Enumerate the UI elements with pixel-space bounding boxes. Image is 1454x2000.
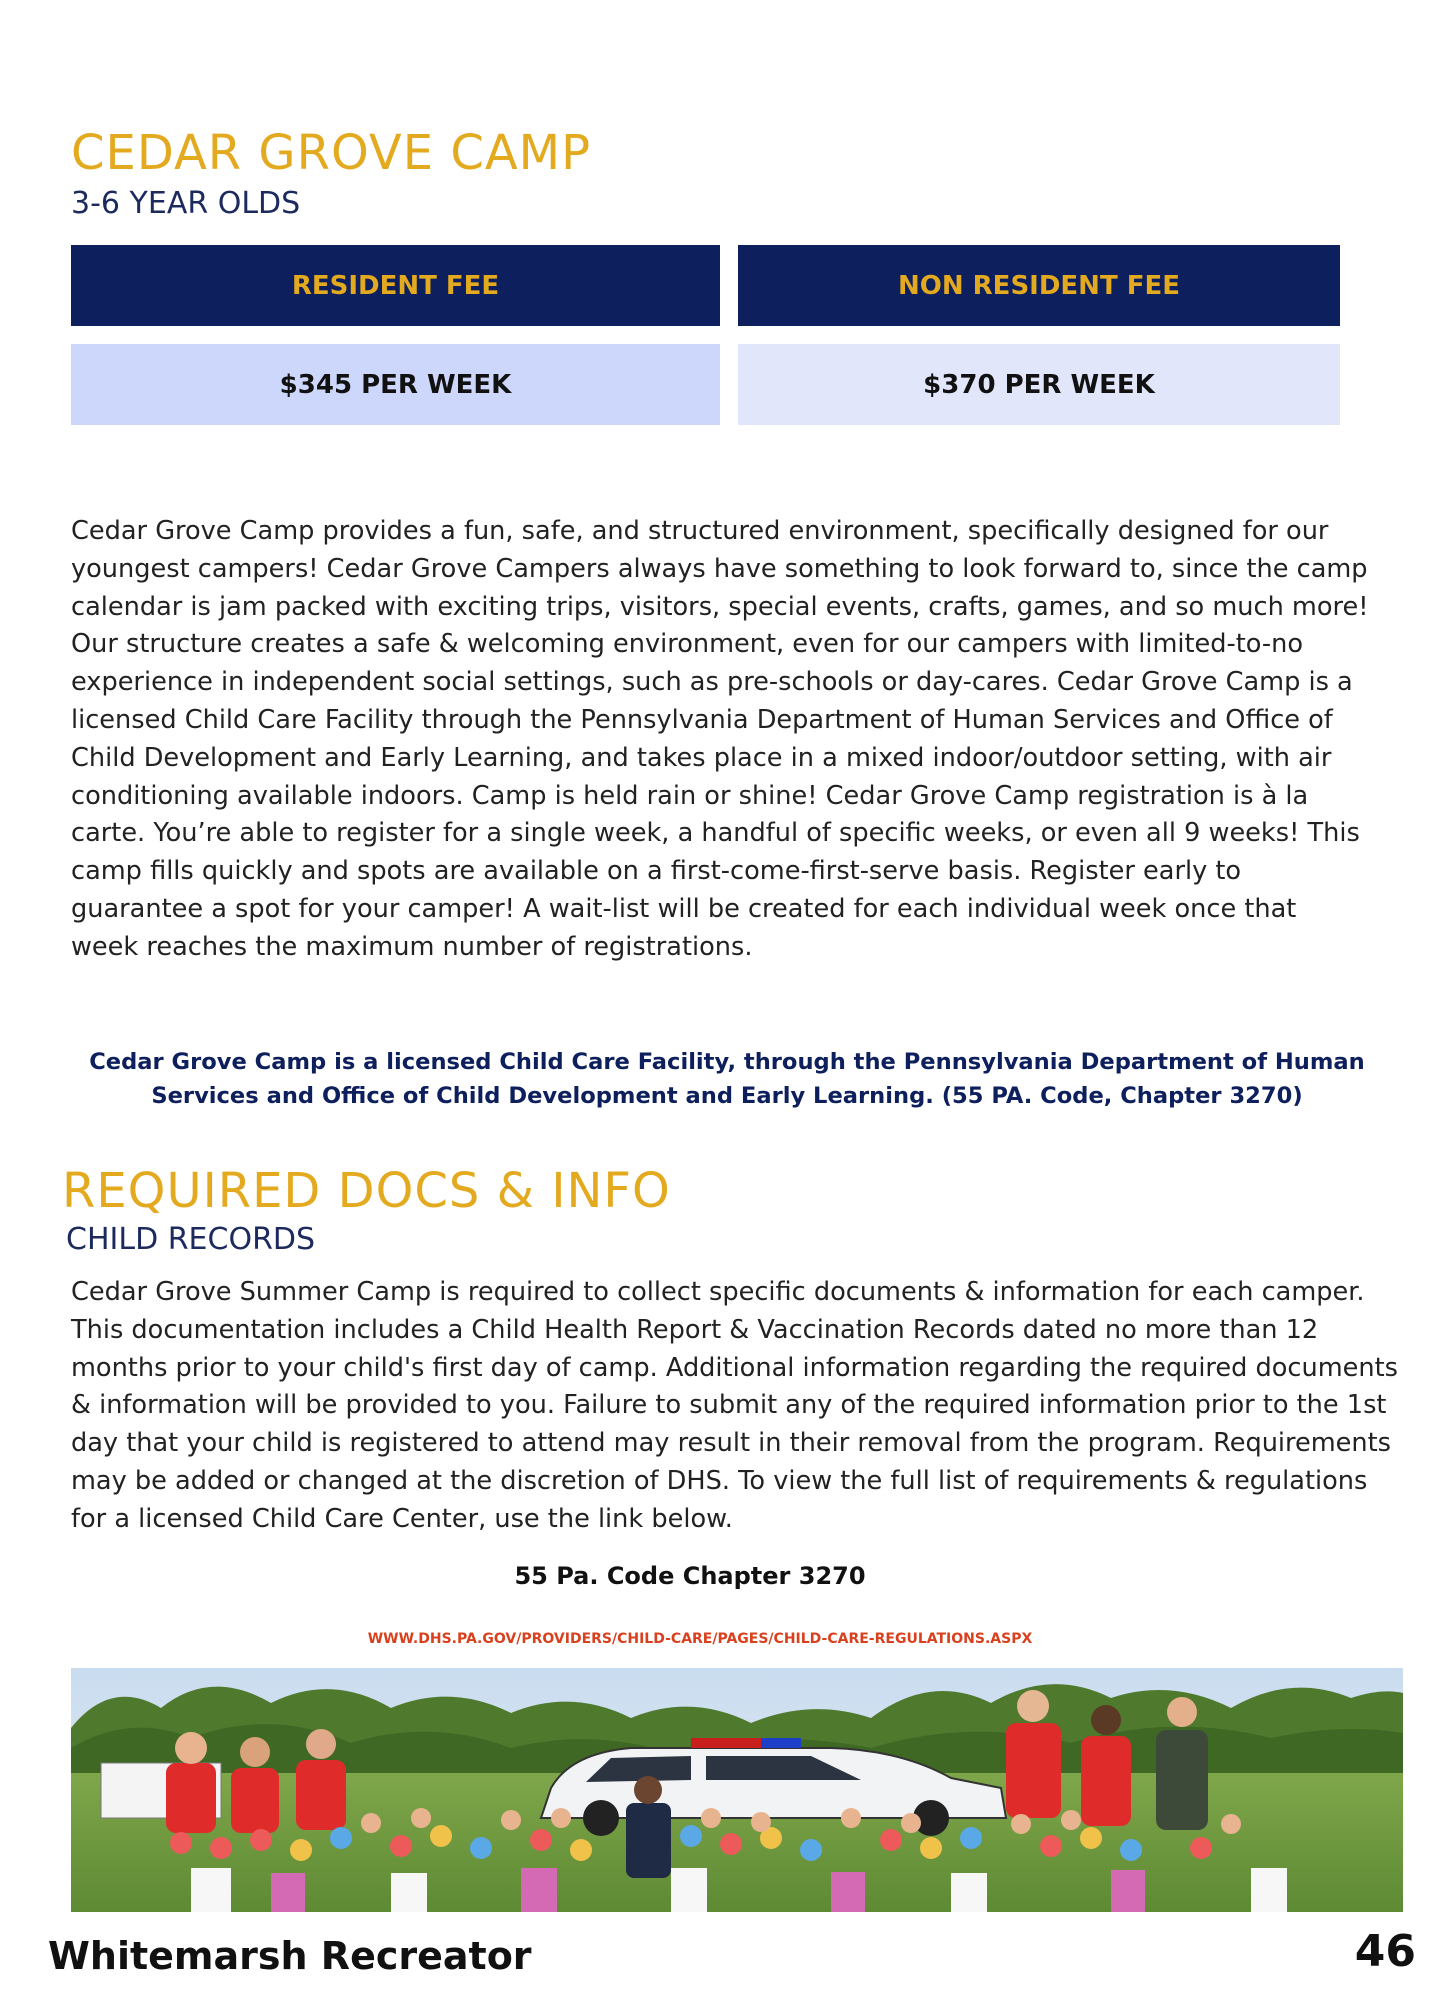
nonresident-fee-header: NON RESIDENT FEE xyxy=(738,245,1340,326)
resident-fee-value: $345 PER WEEK xyxy=(71,344,720,425)
camp-photo-illustration xyxy=(71,1668,1403,1912)
camp-age-group: 3-6 YEAR OLDS xyxy=(71,186,301,221)
camp-title: CEDAR GROVE CAMP xyxy=(71,125,592,181)
license-note: Cedar Grove Camp is a licensed Child Care Facility, through the Pennsylvania Department of Human Services and Office of Child Development and Early Learning. (55 PA. Code, Chapter 3270) xyxy=(89,1049,1365,1109)
docs-description: Cedar Grove Summer Camp is required to collect specific documents & information for each camper. This documentation includes a Child Health Report & Vaccination Records dated no more than 12 months prior to your child's first day of camp. Additional information regarding the required documents & information will be provided to you. Failure to submit any of the required information prior to the 1st day that your child is registered to attend may result in their removal from the program. Requirements may be added or changed at the discretion of DHS. To view the full list of requirements & regulations for a licensed Child Care Center, use the link below. xyxy=(71,1277,1398,1534)
nonresident-fee-value: $370 PER WEEK xyxy=(738,344,1340,425)
resident-fee-header: RESIDENT FEE xyxy=(71,245,720,326)
camp-group-photo xyxy=(71,1668,1403,1912)
camp-description: Cedar Grove Camp provides a fun, safe, and structured environment, specifically designed for our youngest campers! Cedar Grove Campers always have something to look forward to, since the camp calendar is jam packed with exciting trips, visitors, special events, crafts, games, and so much more! Our structure creates a safe & welcoming environment, even for our campers with limited-to-no experience in independent social settings, such as pre-schools or day-cares. Cedar Grove Camp is a licensed Child Care Facility through the Pennsylvania Department of Human Services and Office of Child Development and Early Learning, and takes place in a mixed indoor/outdoor setting, with air conditioning available indoors. Camp is held rain or shine! Cedar Grove Camp registration is à la carte. You’re able to register for a single week, a handful of specific weeks, or even all 9 weeks! This camp fills quickly and spots are available on a first-come-first-serve basis. Register early to guarantee a spot for your camper! A wait-list will be created for each individual week once that week reaches the maximum number of registrations. xyxy=(71,516,1369,962)
docs-subtitle: CHILD RECORDS xyxy=(66,1222,316,1257)
docs-title: REQUIRED DOCS & INFO xyxy=(62,1163,671,1219)
code-label: 55 Pa. Code Chapter 3270 xyxy=(514,1562,866,1590)
page-number: 46 xyxy=(1354,1926,1416,1977)
footer-publication-title: Whitemarsh Recreator xyxy=(48,1934,532,1978)
regulations-link[interactable]: WWW.DHS.PA.GOV/PROVIDERS/CHILD-CARE/PAGES/CHILD-CARE-REGULATIONS.ASPX xyxy=(367,1631,1033,1647)
